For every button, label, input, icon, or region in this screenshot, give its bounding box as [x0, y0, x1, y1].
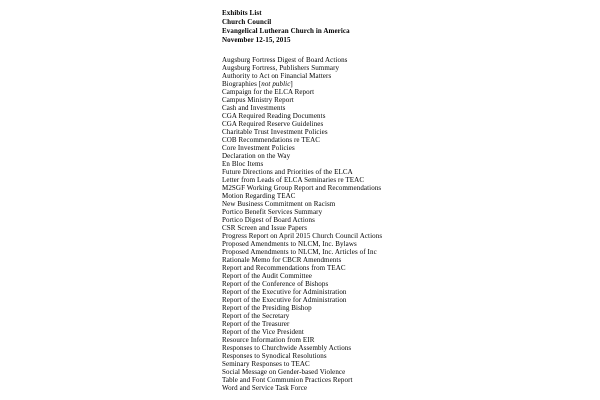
- list-item: CGA Required Reading Documents: [222, 112, 326, 120]
- list-item: Proposed Amendments to NLCM, Inc. Bylaws: [222, 240, 357, 248]
- list-item: Responses to Synodical Resolutions: [222, 352, 327, 360]
- header-line: November 12-15, 2015: [222, 36, 291, 44]
- list-item: CSR Screen and Issue Papers: [222, 224, 308, 232]
- list-item: Report of the Treasurer: [222, 320, 290, 328]
- list-item: Table and Font Communion Practices Report: [222, 376, 353, 384]
- list-item: Core Investment Policies: [222, 144, 295, 152]
- list-item: Social Message on Gender-based Violence: [222, 368, 346, 376]
- header-line: Church Council: [222, 18, 272, 26]
- list-item: M2SGF Working Group Report and Recommendations: [222, 184, 382, 192]
- list-item: Proposed Amendments to NLCM, Inc. Articles of Inc: [222, 248, 377, 256]
- list-item: Charitable Trust Investment Policies: [222, 128, 328, 136]
- list-item: Progress Report on April 2015 Church Council Actions: [222, 232, 383, 240]
- list-item: Authority to Act on Financial Matters: [222, 72, 332, 80]
- header-line: Exhibits List: [222, 9, 262, 17]
- list-item: Portico Benefit Services Summary: [222, 208, 323, 216]
- list-item: Report of the Conference of Bishops: [222, 280, 329, 288]
- list-item: Declaration on the Way: [222, 152, 291, 160]
- list-item: Future Directions and Priorities of the ELCA: [222, 168, 353, 176]
- header-line: Evangelical Lutheran Church in America: [222, 27, 350, 35]
- list-item: Campaign for the ELCA Report: [222, 88, 315, 96]
- list-item: Report of the Secretary: [222, 312, 290, 320]
- exhibits-list: [222, 56, 552, 392]
- list-item: New Business Commitment on Racism: [222, 200, 336, 208]
- list-item: Report of the Executive for Administration: [222, 288, 347, 296]
- list-item: Augsburg Fortress, Publishers Summary: [222, 64, 340, 72]
- list-item: CGA Required Reserve Guidelines: [222, 120, 324, 128]
- list-item: COB Recommendations re TEAC: [222, 136, 321, 144]
- list-item: Seminary Responses to TEAC: [222, 360, 310, 368]
- list-item: Responses to Churchwide Assembly Actions: [222, 344, 352, 352]
- list-item: Resource Information from EIR: [222, 336, 315, 344]
- list-item: En Bloc Items: [222, 160, 264, 168]
- list-item: Augsburg Fortress Digest of Board Actions: [222, 56, 348, 64]
- list-item: Cash and Investments: [222, 104, 286, 112]
- document-column: [222, 9, 552, 392]
- list-item: Portico Digest of Board Actions: [222, 216, 315, 224]
- list-item: Rationale Memo for CBCR Amendments: [222, 256, 342, 264]
- list-item: Motion Regarding TEAC: [222, 192, 296, 200]
- list-item: Report of the Audit Committee: [222, 272, 312, 280]
- list-item: Campus Ministry Report: [222, 96, 294, 104]
- list-item: Report of the Executive for Administration: [222, 296, 347, 304]
- list-item: Biographies [not public]: [222, 80, 293, 88]
- document-header: [222, 9, 552, 45]
- list-item: Report and Recommendations from TEAC: [222, 264, 346, 272]
- list-item: Report of the Presiding Bishop: [222, 304, 312, 312]
- list-item: Report of the Vice President: [222, 328, 304, 336]
- list-item: Word and Service Task Force: [222, 384, 308, 392]
- list-item: Letter from Leads of ELCA Seminaries re TEAC: [222, 176, 365, 184]
